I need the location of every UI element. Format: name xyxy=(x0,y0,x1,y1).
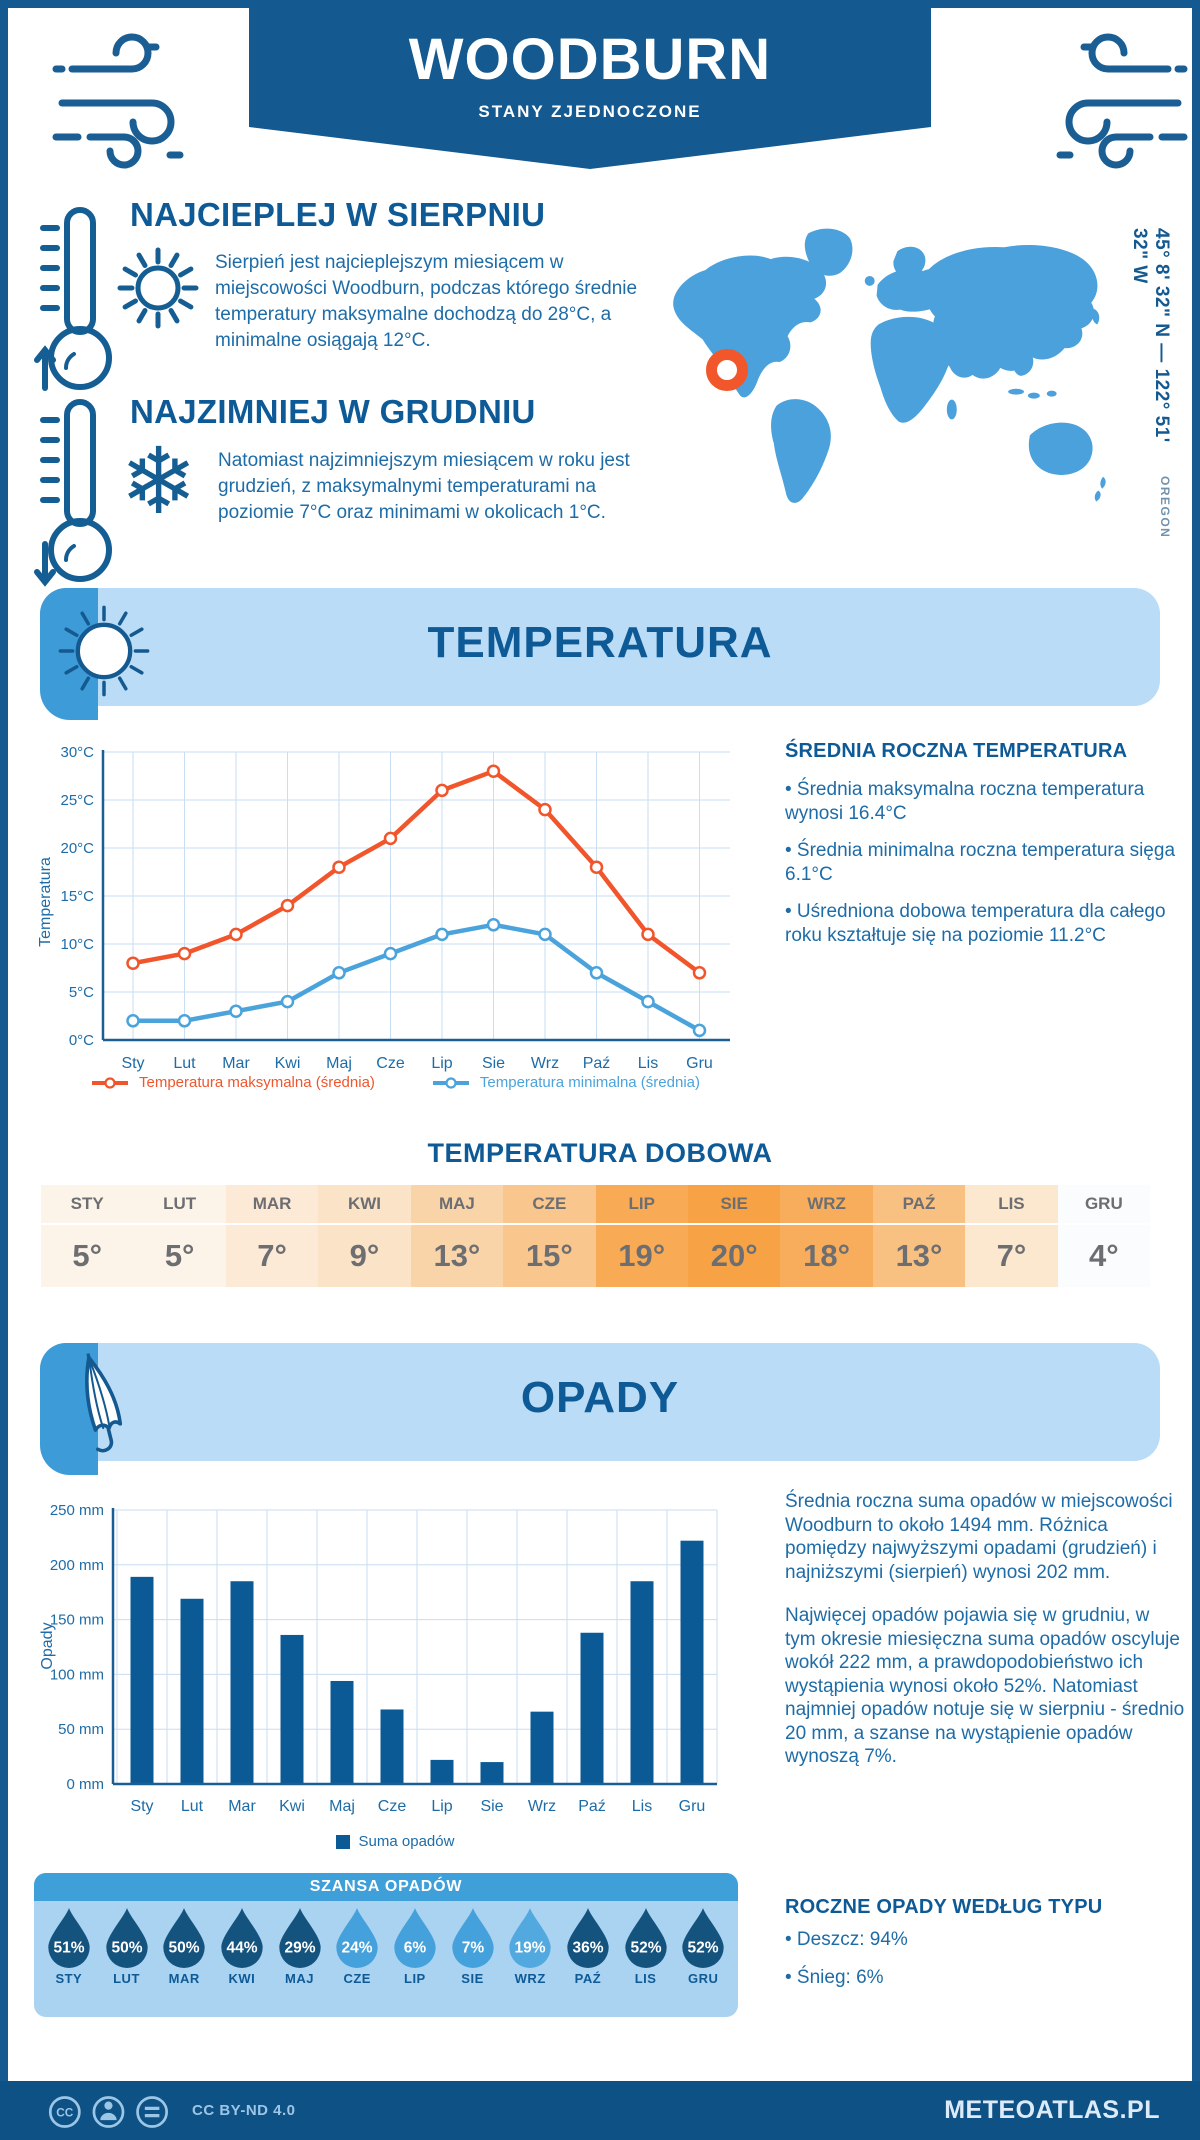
svg-text:Mar: Mar xyxy=(228,1798,256,1815)
svg-text:6%: 6% xyxy=(403,1939,427,1957)
thermometer-up-icon xyxy=(33,200,123,395)
month-header: LIS xyxy=(965,1185,1057,1225)
svg-text:5°C: 5°C xyxy=(68,984,94,1001)
legend-item xyxy=(336,1833,455,1850)
raindrop-icon xyxy=(334,1908,380,1968)
daily-temp-value: 13° xyxy=(433,1238,481,1273)
svg-text:Wrz: Wrz xyxy=(530,1055,560,1072)
svg-text:Opady: Opady xyxy=(39,1622,56,1670)
raindrop-icon xyxy=(565,1908,611,1968)
chance-drop xyxy=(617,1908,675,1986)
svg-text:Wrz: Wrz xyxy=(527,1798,557,1815)
legend-label: Temperatura maksymalna (średnia) xyxy=(138,1074,375,1091)
svg-text:200 mm: 200 mm xyxy=(49,1556,104,1574)
annual-temp-bullet: • Uśredniona dobowa temperatura dla całego roku kształtuje się na poziomie 11.2°C xyxy=(785,901,1166,946)
drop-month-label: LIP xyxy=(404,1971,426,1986)
svg-text:50 mm: 50 mm xyxy=(58,1721,104,1739)
daily-temp-title: TEMPERATURA DOBOWA xyxy=(427,1138,773,1168)
precip-type-bullet: • Deszcz: 94% xyxy=(785,1929,908,1950)
wind-icon xyxy=(1013,25,1188,185)
svg-text:20°C: 20°C xyxy=(60,840,94,857)
svg-text:Temperatura: Temperatura xyxy=(37,857,54,947)
drop-month-label: LIS xyxy=(634,1971,657,1986)
raindrop-icon xyxy=(450,1908,496,1968)
svg-text:50%: 50% xyxy=(168,1939,200,1957)
daily-temp-value: 13° xyxy=(895,1238,943,1273)
svg-text:100 mm: 100 mm xyxy=(49,1666,104,1684)
temperature-section-title: TEMPERATURA xyxy=(427,618,773,667)
daily-temp-value: 7° xyxy=(996,1238,1027,1273)
month-header: PAŹ xyxy=(873,1185,965,1225)
warmest-title: NAJCIEPLEJ W SIERPNIU xyxy=(130,196,546,233)
temperature-line-chart xyxy=(30,742,760,1104)
chance-drop xyxy=(674,1908,732,1986)
precip-types-bullets xyxy=(785,1928,1185,2003)
svg-text:Sie: Sie xyxy=(481,1055,506,1072)
svg-text:Sty: Sty xyxy=(130,1798,154,1815)
month-header: MAR xyxy=(226,1185,318,1225)
svg-text:Maj: Maj xyxy=(329,1798,355,1815)
month-header: LUT xyxy=(133,1185,225,1225)
precipitation-section-title: OPADY xyxy=(520,1373,680,1422)
daily-temp-column xyxy=(41,1185,133,1287)
svg-text:Lut: Lut xyxy=(173,1055,196,1072)
svg-text:Kwi: Kwi xyxy=(274,1055,301,1072)
legend-item xyxy=(431,1074,700,1091)
coldest-title: NAJZIMNIEJ W GRUDNIU xyxy=(130,393,536,430)
chance-drop xyxy=(444,1908,502,1986)
svg-text:Maj: Maj xyxy=(326,1055,352,1072)
daily-temp-value: 19° xyxy=(618,1238,666,1273)
daily-temp-value: 9° xyxy=(349,1238,380,1273)
daily-temp-column xyxy=(1058,1185,1150,1287)
chance-drop xyxy=(559,1908,617,1986)
svg-text:Lut: Lut xyxy=(180,1798,204,1815)
legend-item xyxy=(90,1074,375,1091)
legend-label: Suma opadów xyxy=(358,1833,455,1850)
sun-icon xyxy=(113,243,203,333)
drop-month-label: KWI xyxy=(228,1971,256,1986)
header-banner-point xyxy=(249,127,931,169)
daily-temp-column xyxy=(133,1185,225,1287)
svg-text:30°C: 30°C xyxy=(60,744,94,761)
chance-drop xyxy=(386,1908,444,1986)
daily-temp-column xyxy=(688,1185,780,1287)
annual-temp-bullet: • Średnia maksymalna roczna temperatura wynosi 16.4°C xyxy=(785,779,1145,824)
annual-temp-bullet: • Średnia minimalna roczna temperatura sięga 6.1°C xyxy=(785,840,1176,885)
svg-text:50%: 50% xyxy=(110,1939,143,1957)
raindrop-icon xyxy=(104,1908,150,1968)
chance-drop xyxy=(271,1908,329,1986)
chance-drop xyxy=(40,1908,98,1986)
precip-types-heading: ROCZNE OPADY WEDŁUG TYPU xyxy=(785,1896,1103,1918)
raindrop-icon xyxy=(219,1908,265,1968)
legend-label: Temperatura minimalna (średnia) xyxy=(479,1074,700,1091)
svg-text:250 mm: 250 mm xyxy=(49,1502,104,1519)
daily-temp-value: 5° xyxy=(72,1238,103,1273)
month-header: KWI xyxy=(318,1185,410,1225)
drop-month-label: MAJ xyxy=(285,1971,314,1986)
daily-temp-column xyxy=(873,1185,965,1287)
svg-text:Gru: Gru xyxy=(678,1798,706,1815)
precipitation-chart-legend xyxy=(30,1833,760,1850)
svg-text:44%: 44% xyxy=(226,1939,258,1957)
chance-drops xyxy=(40,1908,732,1986)
svg-text:Sie: Sie xyxy=(480,1798,504,1815)
svg-text:52%: 52% xyxy=(687,1939,719,1957)
month-header: LIP xyxy=(596,1185,688,1225)
svg-text:Kwi: Kwi xyxy=(279,1798,305,1815)
coldest-text: Natomiast najzimniejszym miesiącem w roku jest grudzień, z maksymalnymi temperaturami na poziomie 7°C oraz minimami w okolicach 1°C. xyxy=(218,450,630,523)
svg-text:52%: 52% xyxy=(630,1939,662,1957)
month-header: MAJ xyxy=(411,1185,503,1225)
daily-temp-column xyxy=(226,1185,318,1287)
precipitation-paragraph: Najwięcej opadów pojawia się w grudniu, w tym okresie miesięczna suma opadów oscyluje wokół 222 mm, a prawdopodobieństwo ich wystąpienia wynosi około 52%. Natomiast najmniej opadów notuje się w sierpniu - średnio 20 mm, a szanse na wystąpienie opadów wynoszą 7%. xyxy=(785,1605,1185,1767)
drop-month-label: GRU xyxy=(688,1971,719,1986)
svg-text:7%: 7% xyxy=(461,1939,484,1957)
svg-text:CC: CC xyxy=(56,2105,74,2120)
drop-month-label: LUT xyxy=(113,1971,140,1986)
svg-text:10°C: 10°C xyxy=(60,936,94,953)
drop-month-label: SIE xyxy=(461,1971,484,1986)
frame-left xyxy=(0,0,8,2140)
drop-month-label: MAR xyxy=(168,1971,200,1986)
daily-temp-value: 20° xyxy=(710,1238,758,1273)
drop-month-label: CZE xyxy=(343,1971,371,1986)
svg-text:Cze: Cze xyxy=(376,1055,405,1072)
chance-drop xyxy=(98,1908,156,1986)
raindrop-icon xyxy=(392,1908,438,1968)
raindrop-icon xyxy=(623,1908,669,1968)
svg-text:25°C: 25°C xyxy=(60,792,94,809)
daily-temp-table xyxy=(41,1185,1150,1287)
annual-temp-heading: ŚREDNIA ROCZNA TEMPERATURA xyxy=(785,740,1128,762)
raindrop-icon xyxy=(46,1908,92,1968)
drop-month-label: WRZ xyxy=(514,1971,546,1986)
precipitation-paragraph: Średnia roczna suma opadów w miejscowości Woodburn to około 1494 mm. Różnica pomiędzy najwyższymi opadami (grudzień) i najniższymi (sierpień) wynosi 202 mm. xyxy=(785,1491,1173,1583)
month-header: SIE xyxy=(688,1185,780,1225)
daily-temp-column xyxy=(965,1185,1057,1287)
daily-temp-value: 4° xyxy=(1089,1238,1119,1273)
svg-text:51%: 51% xyxy=(53,1939,85,1957)
svg-text:Lis: Lis xyxy=(631,1798,653,1815)
daily-temp-column xyxy=(318,1185,410,1287)
month-header: STY xyxy=(41,1185,133,1225)
temperature-chart-legend xyxy=(30,1074,760,1091)
legend-swatch xyxy=(336,1835,350,1849)
svg-text:Paź: Paź xyxy=(578,1798,606,1815)
month-header: GRU xyxy=(1058,1185,1150,1225)
license-label: CC BY-ND 4.0 xyxy=(192,2102,296,2119)
daily-temp-column xyxy=(411,1185,503,1287)
wind-icon xyxy=(52,25,227,185)
month-header: CZE xyxy=(503,1185,595,1225)
snowflake-icon: ❄ xyxy=(120,428,198,535)
svg-text:Lis: Lis xyxy=(637,1055,659,1072)
precipitation-bar-chart xyxy=(30,1496,760,1826)
svg-text:Mar: Mar xyxy=(222,1055,250,1072)
svg-text:29%: 29% xyxy=(284,1939,316,1957)
page-subtitle: STANY ZJEDNOCZONE xyxy=(478,102,702,121)
daily-temp-value: 5° xyxy=(164,1238,195,1273)
svg-text:Sty: Sty xyxy=(121,1055,145,1072)
annual-temp-bullets xyxy=(785,778,1185,961)
site-label: METEOATLAS.PL xyxy=(944,2096,1160,2124)
location-marker xyxy=(706,349,748,391)
page-title: WOODBURN xyxy=(408,27,772,92)
svg-text:150 mm: 150 mm xyxy=(49,1611,104,1629)
daily-temp-column xyxy=(503,1185,595,1287)
svg-text:0°C: 0°C xyxy=(68,1032,94,1049)
svg-text:15°C: 15°C xyxy=(60,888,94,905)
raindrop-icon xyxy=(277,1908,323,1968)
region-label: OREGON xyxy=(1158,475,1172,538)
thermometer-down-icon xyxy=(33,392,123,587)
svg-text:24%: 24% xyxy=(341,1939,373,1957)
chance-drop xyxy=(501,1908,559,1986)
raindrop-icon xyxy=(161,1908,207,1968)
coordinates-text: 45° 8' 32" N — 122° 51' 32" W xyxy=(1129,228,1172,443)
daily-temp-column xyxy=(780,1185,872,1287)
chance-drop xyxy=(155,1908,213,1986)
daily-temp-value: 18° xyxy=(803,1238,851,1273)
svg-text:36%: 36% xyxy=(572,1939,604,1957)
warmest-text: Sierpień jest najcieplejszym miesiącem w miejscowości Woodburn, podczas którego średnie temperatury maksymalne dochodzą do 28°C, a minimalne osiągają 12°C. xyxy=(215,252,638,351)
chance-drop xyxy=(328,1908,386,1986)
precipitation-paragraphs xyxy=(785,1490,1185,1789)
svg-text:Gru: Gru xyxy=(686,1055,713,1072)
precip-type-bullet: • Śnieg: 6% xyxy=(785,1966,884,1988)
svg-text:19%: 19% xyxy=(514,1939,546,1957)
month-header: WRZ xyxy=(780,1185,872,1225)
frame-right xyxy=(1192,0,1200,2140)
daily-temp-value: 15° xyxy=(525,1238,573,1273)
svg-text:0 mm: 0 mm xyxy=(66,1776,104,1793)
raindrop-icon xyxy=(680,1908,726,1968)
chance-drop xyxy=(213,1908,271,1986)
svg-text:Lip: Lip xyxy=(431,1055,453,1072)
daily-temp-value: 7° xyxy=(257,1238,287,1273)
drop-month-label: PAŹ xyxy=(574,1971,602,1986)
chance-title: SZANSA OPADÓW xyxy=(34,1873,738,1901)
daily-temp-column xyxy=(596,1185,688,1287)
coordinates-block xyxy=(1128,228,1172,538)
svg-text:Lip: Lip xyxy=(431,1798,453,1815)
svg-text:Cze: Cze xyxy=(377,1798,407,1815)
raindrop-icon xyxy=(507,1908,553,1968)
drop-month-label: STY xyxy=(55,1971,83,1986)
svg-text:Paź: Paź xyxy=(582,1055,611,1072)
